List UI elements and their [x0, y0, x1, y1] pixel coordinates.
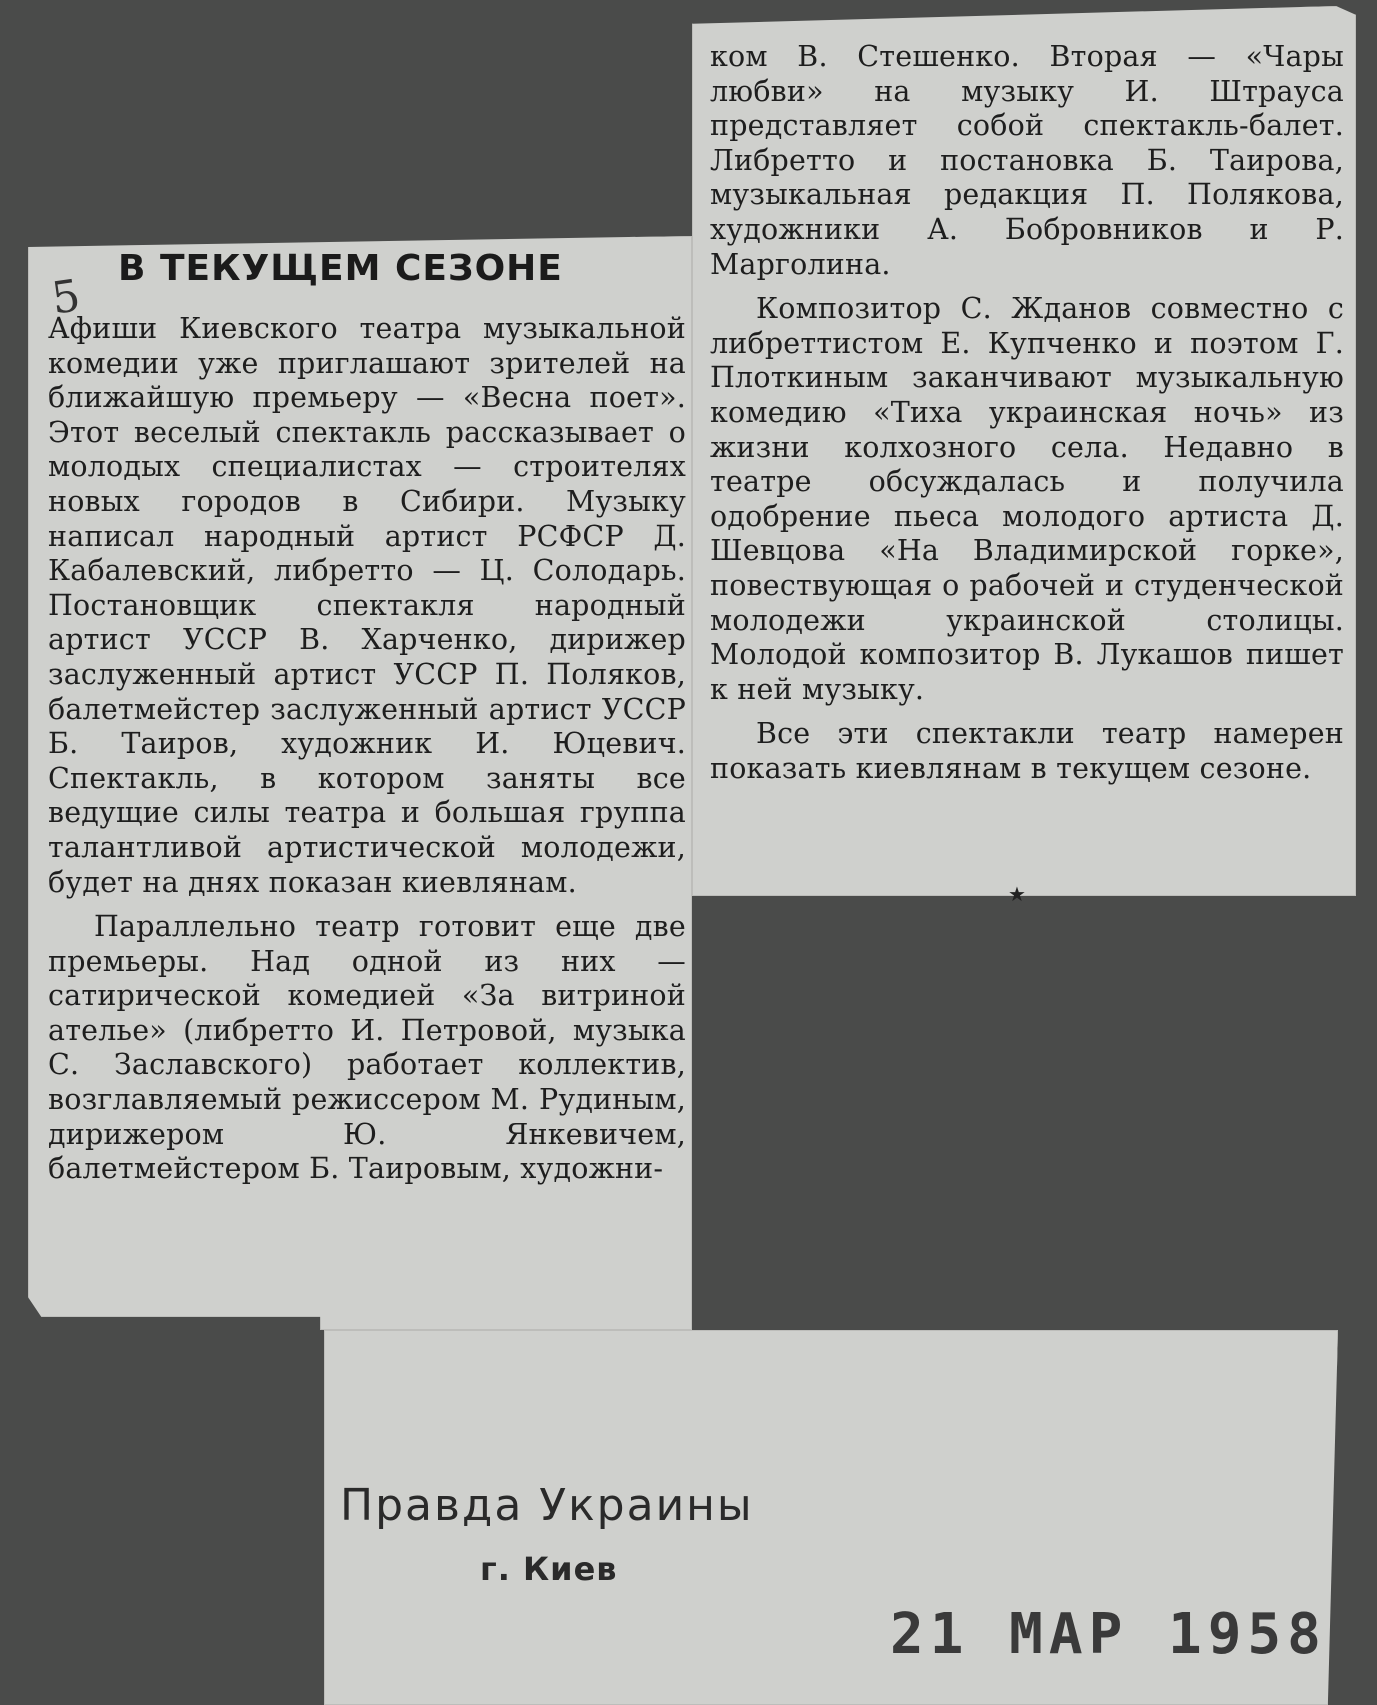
date-stamp: 21 МАР 1958 — [890, 1602, 1327, 1667]
paragraph: Параллельно театр готовит еще две премьеры. Над одной из них — сатирической комедией «За витриной ателье» (либретто И. Петровой, музыка С. Заславского) работает коллектив, возглавляемый режиссером М. Рудиным, дирижером Ю. Янкевичем, балетмейстером Б. Таировым, художни- — [48, 910, 686, 1186]
paragraph: ком В. Стешенко. Вторая — «Чары любви» на музыку И. Штрауса представляет собой спектакль-балет. Либретто и постановка Б. Таирова, музыкальная редакция П. Полякова, художники А. Бобровников и Р. Марголина. — [710, 40, 1344, 281]
stamp-city: г. Киев — [480, 1550, 618, 1588]
stamp-source: Правда Украины — [340, 1480, 754, 1531]
article-left-column — [48, 312, 686, 1187]
article-headline: В ТЕКУЩЕМ СЕЗОНЕ — [118, 248, 563, 289]
end-star-icon: ★ — [1008, 882, 1026, 906]
paragraph: Все эти спектакли театр намерен показать киевлянам в текущем сезоне. — [710, 717, 1344, 785]
article-right-column — [710, 40, 1344, 786]
paragraph: Композитор С. Жданов совместно с либреттистом Е. Купченко и поэтом Г. Плоткиным заканчивают музыкальную комедию «Тиха украинская ночь» из жизни колхозного села. Недавно в театре обсуждалась и получила одобрение пьеса молодого артиста Д. Шевцова «На Владимирской горке», повествующая о рабочей и студенческой молодежи украинской столицы. Молодой композитор В. Лукашов пишет к ней музыку. — [710, 292, 1344, 706]
paragraph: Афиши Киевского театра музыкальной комедии уже приглашают зрителей на ближайшую премьеру — «Весна поет». Этот веселый спектакль рассказывает о молодых специалистах — строителях новых городов в Сибири. Музыку написал народный артист РСФСР Д. Кабалевский, либретто — Ц. Солодарь. Постановщик спектакля народный артист УССР В. Харченко, дирижер заслуженный артист УССР П. Поляков, балетмейстер заслуженный артист УССР Б. Таиров, художник И. Юцевич. Спектакль, в котором заняты все ведущие силы театра и большая группа талантливой артистической молодежи, будет на днях показан киевлянам. — [48, 312, 686, 899]
pencil-mark: 5 — [48, 270, 84, 325]
